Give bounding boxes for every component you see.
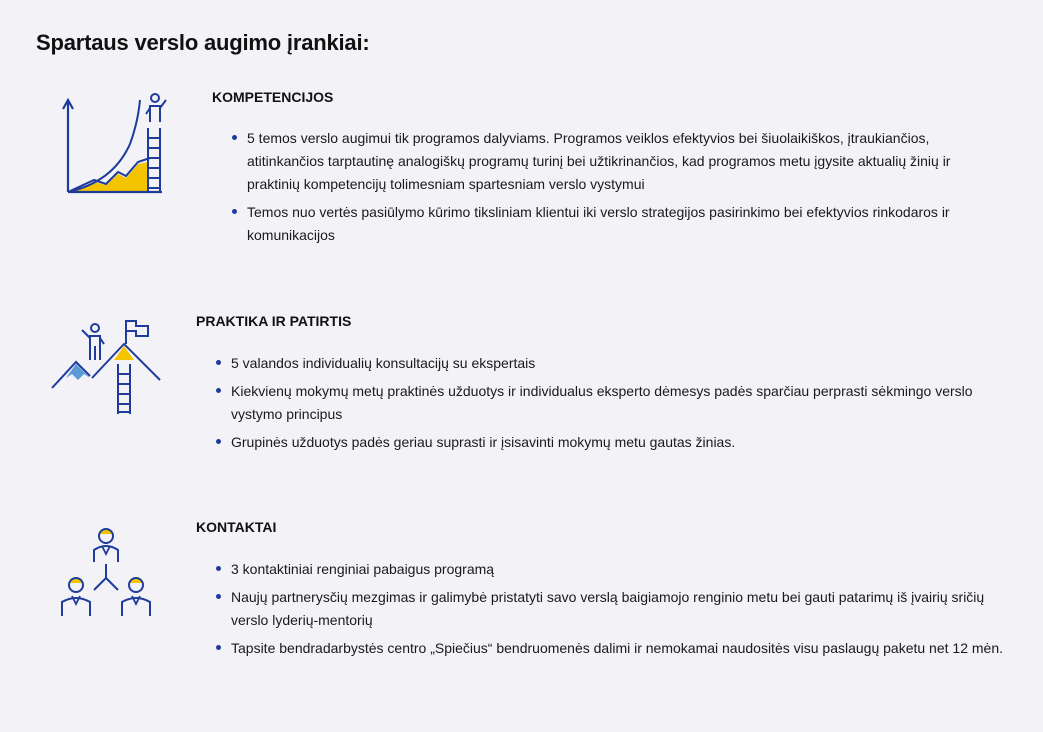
section-title: KONTAKTAI [196,519,277,535]
list-item: 5 temos verslo augimui tik programos dalyviams. Programos veiklos efektyvios bei šiuolaikiškos, įtraukiančios, atitinkančios tarptautinę analogiškų programų turinį bei užtikrinančios, kad programos metu įgysite aktualių žinių ir praktinių kompetencijų tolimesniam spartesniam verslo vystymui [231,127,1001,196]
list-item: Grupinės užduotys padės geriau suprasti ir įsisavinti mokymų metu gautas žinias. [215,431,1005,454]
list-item: Temos nuo vertės pasiūlymo kūrimo tiksliniam klientui iki verslo strategijos pasirinkimo bei efektyvios rinkodaros ir komunikacijos [231,201,1001,247]
page-title: Spartaus verslo augimo įrankiai: [36,30,370,55]
list-item: 5 valandos individualių konsultacijų su ekspertais [215,352,1005,375]
people-network-icon [56,524,156,620]
bullet-list [231,127,1001,252]
growth-chart-ladder-icon [58,92,168,198]
section-title: KOMPETENCIJOS [212,89,334,105]
list-item: Kiekvienų mokymų metų praktinės užduotys ir individualus eksperto dėmesys padės sparčiau perprasti sėkmingo verslo vystymo principus [215,380,1005,426]
bullet-list [215,558,1005,665]
bullet-list [215,352,1005,459]
mountain-flag-ladder-icon [48,316,164,418]
list-item: 3 kontaktiniai renginiai pabaigus programą [215,558,1005,581]
list-item: Tapsite bendradarbystės centro „Spiečius“ bendruomenės dalimi ir nemokamai naudositės visu paslaugų paketu net 12 mėn. [215,637,1005,660]
list-item: Naujų partnerysčių mezgimas ir galimybė pristatyti savo verslą baigiamojo renginio metu bei gauti patarimų iš įvairių sričių verslo lyderių-mentorių [215,586,1005,632]
section-title: PRAKTIKA IR PATIRTIS [196,313,352,329]
